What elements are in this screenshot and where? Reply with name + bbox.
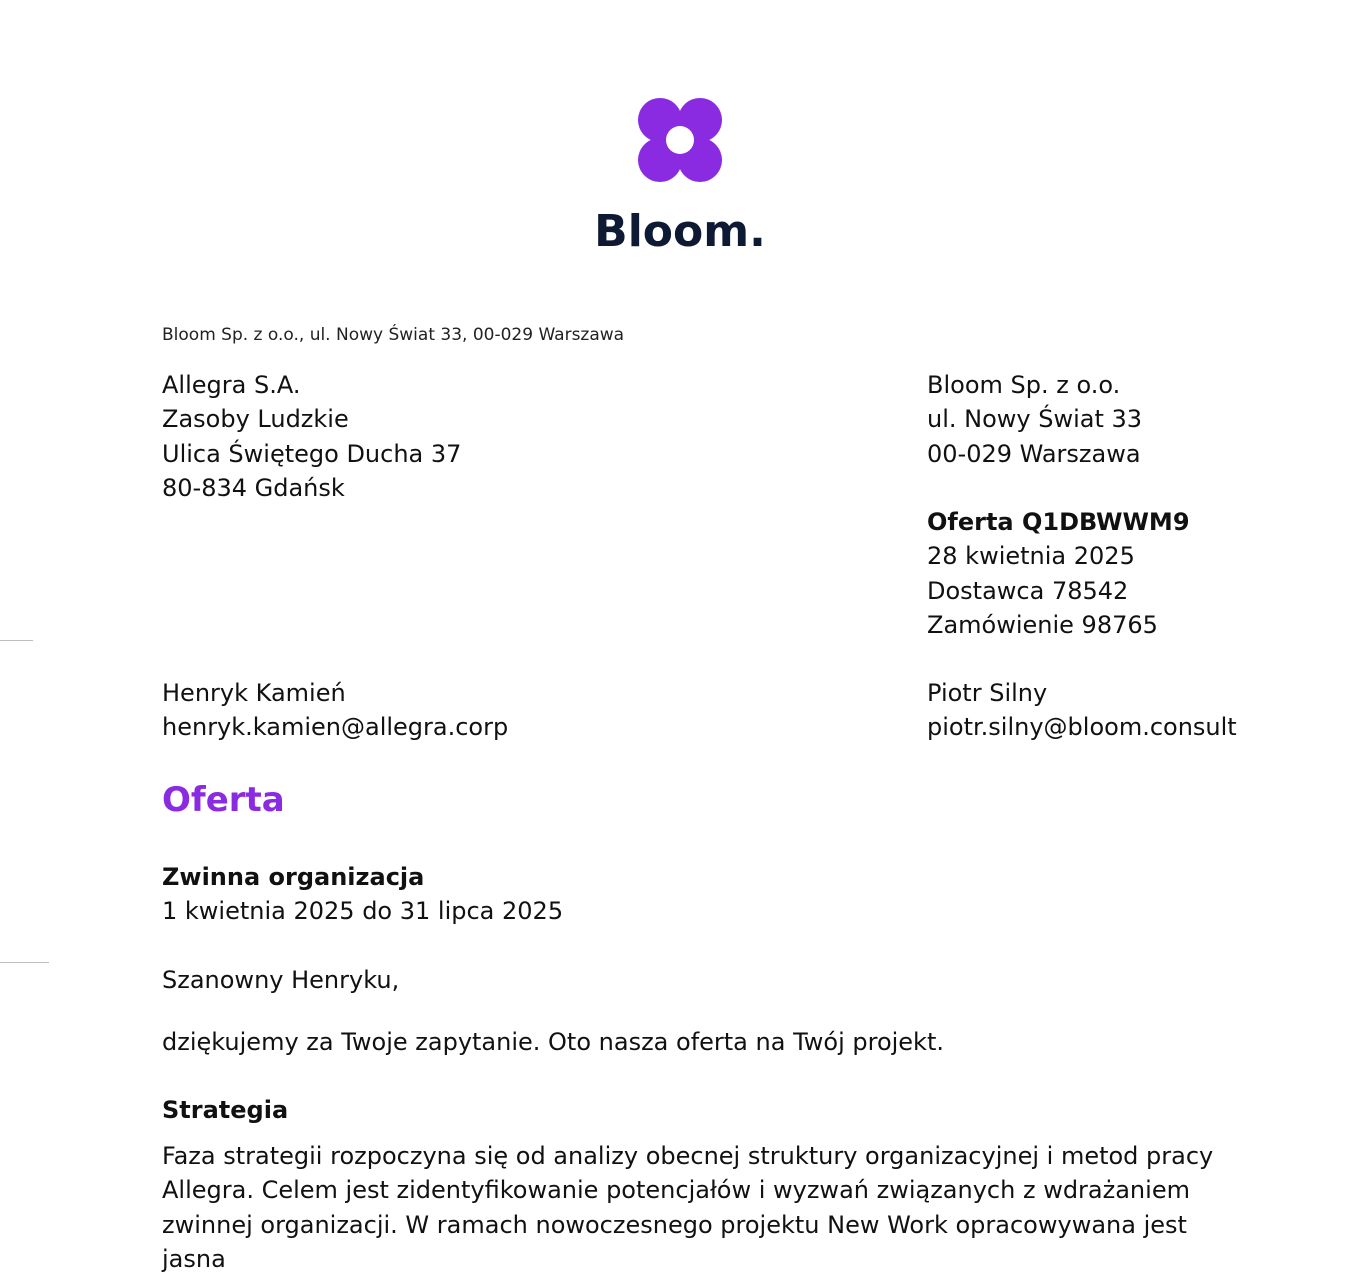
recipient-city: 80-834 Gdańsk: [162, 473, 345, 502]
offer-meta: [927, 505, 1190, 642]
project-dates: 1 kwietnia 2025 do 31 lipca 2025: [162, 897, 564, 925]
project-name: Zwinna organizacja: [162, 863, 425, 891]
offer-date: 28 kwietnia 2025: [927, 542, 1135, 571]
recipient-street: Ulica Świętego Ducha 37: [162, 439, 462, 468]
recipient-company: Allegra S.A.: [162, 371, 301, 399]
recipient-contact: [162, 676, 508, 745]
fold-mark-bottom: [0, 962, 49, 963]
sender-address: [927, 368, 1142, 471]
recipient-address: [162, 368, 461, 505]
order-number: Zamówienie 98765: [927, 610, 1158, 639]
sender-company: Bloom Sp. z o.o.: [927, 371, 1121, 399]
sender-contact: [927, 676, 1237, 745]
sender-contact-name: Piotr Silny: [927, 679, 1048, 707]
sender-contact-email: piotr.silny@bloom.consult: [927, 713, 1237, 742]
sender-street: ul. Nowy Świat 33: [927, 405, 1143, 434]
supplier-number: Dostawca 78542: [927, 576, 1129, 605]
sender-city: 00-029 Warszawa: [927, 439, 1141, 468]
section-body-strategy: Faza strategii rozpoczyna się od analizy obecnej struktury organizacyjnej i metod pracy Allegra. Celem jest zidentyfikowanie potencjałów i wyzwań związanych z wdrażaniem zwinnej organizacji. W ramach nowoczesnego projektu New Work opracowywana jest jasna: [162, 1142, 1214, 1273]
recipient-contact-email: henryk.kamien@allegra.corp: [162, 713, 509, 742]
brand-logo: [0, 95, 1360, 257]
greeting: Szanowny Henryku,: [162, 966, 400, 994]
offer-number: Oferta Q1DBWWM9: [927, 508, 1190, 536]
recipient-department: Zasoby Ludzkie: [162, 405, 349, 434]
sender-return-address: Bloom Sp. z o.o., ul. Nowy Świat 33, 00-029 Warszawa: [162, 325, 625, 345]
intro-paragraph: dziękujemy za Twoje zapytanie. Oto nasza oferta na Twój projekt.: [162, 1028, 944, 1056]
document-title: Oferta: [162, 780, 285, 820]
flower-icon: [635, 95, 725, 185]
section-title-strategy: Strategia: [162, 1096, 289, 1124]
recipient-contact-name: Henryk Kamień: [162, 679, 346, 707]
fold-mark-top: [0, 640, 33, 641]
brand-name: Bloom.: [594, 206, 766, 257]
